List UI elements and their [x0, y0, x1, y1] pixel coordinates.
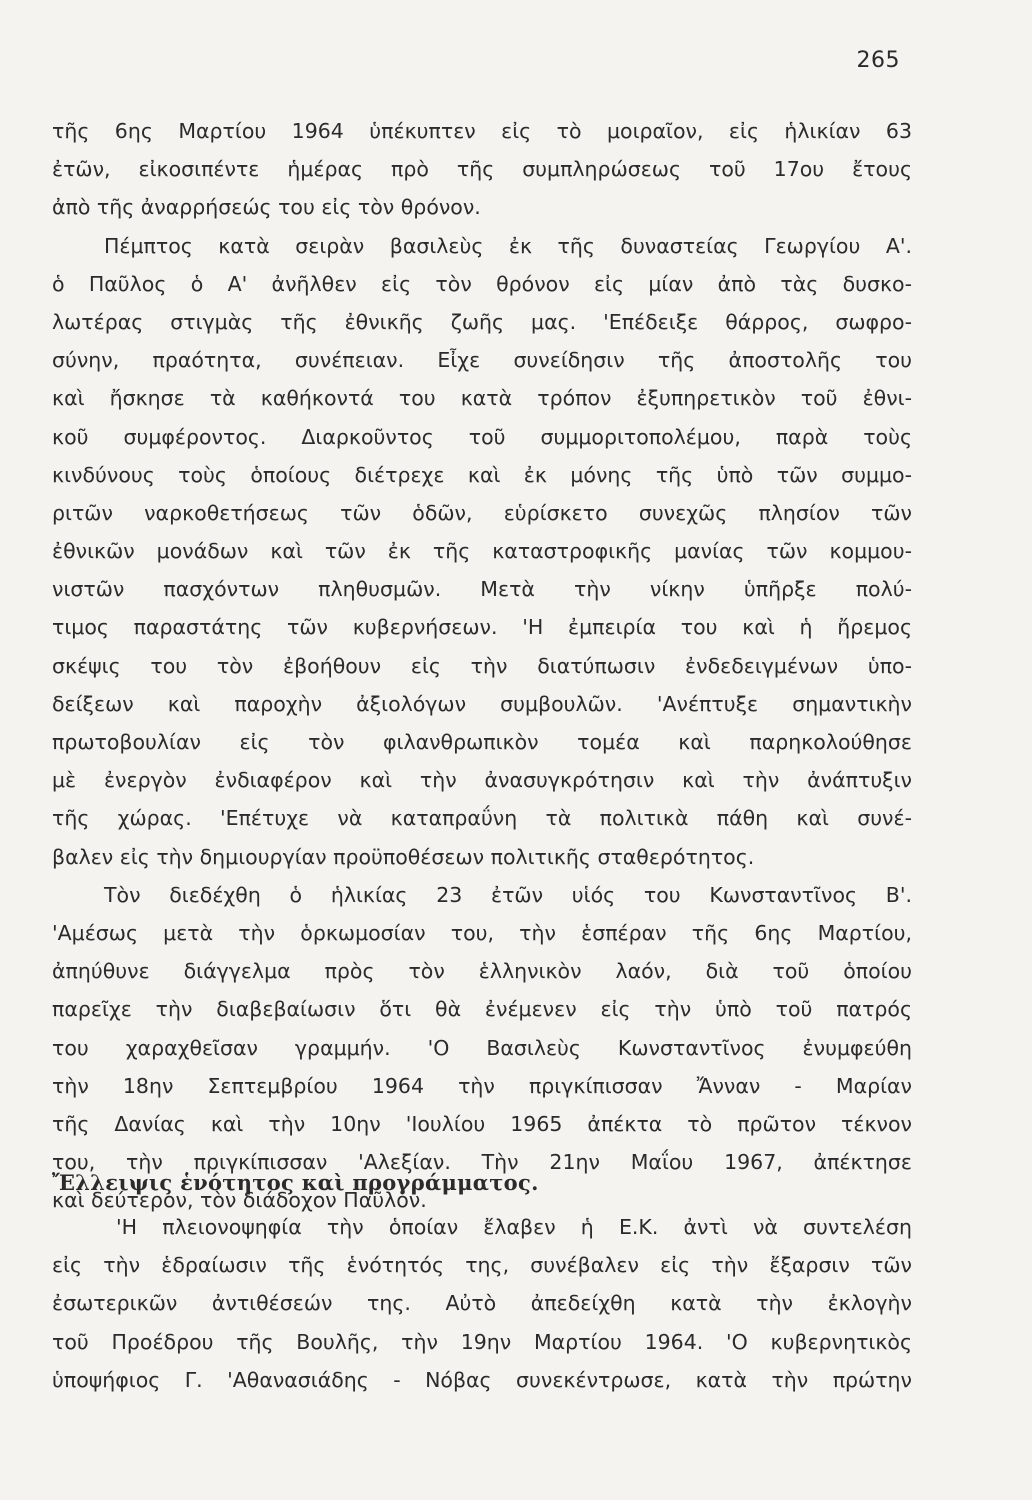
text-line: κινδύνους τοὺς ὁποίους διέτρεχε καὶ ἐκ μόνης τῆς ὑπὸ τῶν συμμο- — [52, 462, 912, 487]
text-line: 'Αμέσως μετὰ τὴν ὁρκωμοσίαν του, τὴν ἑσπέραν τῆς 6ης Μαρτίου, — [52, 920, 912, 945]
section-body-text — [52, 1208, 912, 1399]
text-line: τὴν 18ην Σεπτεμβρίου 1964 τὴν πριγκίπισσαν Ἄνναν - Μαρίαν — [52, 1073, 912, 1098]
text-line: του χαραχθεῖσαν γραμμήν. 'Ο Βασιλεὺς Κωνσταντῖνος ἐνυμφεύθη — [52, 1035, 912, 1060]
text-line: ἐτῶν, εἰκοσιπέντε ἡμέρας πρὸ τῆς συμπληρώσεως τοῦ 17ου ἔτους — [52, 157, 912, 182]
text-line: σύνην, πραότητα, συνέπειαν. Εἶχε συνείδησιν τῆς ἀποστολῆς του — [52, 348, 912, 373]
text-line: πρωτοβουλίαν εἰς τὸν φιλανθρωπικὸν τομέα καὶ παρηκολούθησε — [52, 730, 912, 754]
body-text — [52, 112, 912, 1219]
text-line: λωτέρας στιγμὰς τῆς ἐθνικῆς ζωῆς μας. 'Επέδειξε θάρρος, σωφρο- — [52, 309, 912, 334]
page-number: 265 — [856, 48, 900, 73]
text-line: Τὸν διεδέχθη ὁ ἡλικίας 23 ἐτῶν υἱός του Κωνσταντῖνος Β'. — [104, 882, 912, 907]
text-line: εἰς τὴν ἑδραίωσιν τῆς ἑνότητός της, συνέβαλεν εἰς τὴν ἔξαρσιν τῶν — [52, 1253, 912, 1278]
text-line: τῆς Δανίας καὶ τὴν 10ην 'Ιουλίου 1965 ἀπέκτα τὸ πρῶτον τέκνον — [52, 1111, 912, 1136]
text-line: 'Η πλειονοψηφία τὴν ὁποίαν ἔλαβεν ἡ Ε.Κ. ἀντὶ νὰ συντελέση — [116, 1215, 912, 1239]
section-heading: Ἔλλειψις ἑνότητος καὶ προγράμματος. — [52, 1170, 539, 1195]
text-line: σκέψις του τὸν ἐβοήθουν εἰς τὴν διατύπωσιν ἐνδεδειγμένων ὑπο- — [52, 653, 912, 678]
text-line: ριτῶν ναρκοθετήσεως τῶν ὁδῶν, εὑρίσκετο συνεχῶς πλησίον τῶν — [52, 500, 912, 525]
text-line: ἀπὸ τῆς ἀναρρήσεώς του εἰς τὸν θρόνον. — [52, 195, 481, 220]
text-line: μὲ ἐνεργὸν ἐνδιαφέρον καὶ τὴν ἀνασυγκρότησιν καὶ τὴν ἀνάπτυξιν — [52, 768, 912, 793]
text-line: κοῦ συμφέροντος. Διαρκοῦντος τοῦ συμμοριτοπολέμου, παρὰ τοὺς — [52, 424, 912, 449]
text-line: του, τὴν πριγκίπισσαν 'Αλεξίαν. Τὴν 21ην Μαΐου 1967, ἀπέκτησε — [52, 1150, 912, 1175]
text-line: δείξεων καὶ παροχὴν ἀξιολόγων συμβουλῶν. 'Ανέπτυξε σημαντικὴν — [52, 691, 912, 716]
text-line: ὑποψήφιος Γ. 'Αθανασιάδης - Νόβας συνεκέντρωσε, κατὰ τὴν πρώτην — [52, 1367, 912, 1392]
text-line: ἐθνικῶν μονάδων καὶ τῶν ἐκ τῆς καταστροφικῆς μανίας τῶν κομμου- — [52, 539, 912, 564]
text-line: ὁ Παῦλος ὁ Α' ἀνῆλθεν εἰς τὸν θρόνον εἰς μίαν ἀπὸ τὰς δυσκο- — [52, 271, 912, 296]
text-line: τιμος παραστάτης τῶν κυβερνήσεων. 'Η ἐμπειρία του καὶ ἡ ἤρεμος — [52, 615, 912, 640]
section-heading-wrapper — [52, 1164, 539, 1202]
text-line: ἐσωτερικῶν ἀντιθέσεών της. Αὐτὸ ἀπεδείχθη κατὰ τὴν ἐκλογὴν — [52, 1291, 912, 1316]
text-line: νιστῶν πασχόντων πληθυσμῶν. Μετὰ τὴν νίκην ὑπῆρξε πολύ- — [52, 577, 912, 602]
text-line: ἀπηύθυνε διάγγελμα πρὸς τὸν ἑλληνικὸν λαόν, διὰ τοῦ ὁποίου — [52, 959, 912, 984]
text-line: τοῦ Προέδρου τῆς Βουλῆς, τὴν 19ην Μαρτίου 1964. 'Ο κυβερνητικὸς — [52, 1329, 912, 1354]
text-line: βαλεν εἰς τὴν δημιουργίαν προϋποθέσεων πολιτικῆς σταθερότητος. — [52, 844, 755, 869]
text-line: τῆς 6ης Μαρτίου 1964 ὑπέκυπτεν εἰς τὸ μοιραῖον, εἰς ἡλικίαν 63 — [52, 119, 912, 143]
text-line: Πέμπτος κατὰ σειρὰν βασιλεὺς ἐκ τῆς δυναστείας Γεωργίου Α'. — [104, 233, 912, 258]
text-line: καὶ δεύτερον, τὸν διάδοχον Παῦλον. — [52, 1188, 427, 1213]
text-line: καὶ ἤσκησε τὰ καθήκοντά του κατὰ τρόπον ἐξυπηρετικὸν τοῦ ἐθνι- — [52, 386, 912, 411]
text-line: παρεῖχε τὴν διαβεβαίωσιν ὅτι θὰ ἐνέμενεν εἰς τὴν ὑπὸ τοῦ πατρός — [52, 997, 912, 1022]
text-line: τῆς χώρας. 'Επέτυχε νὰ καταπραΰνη τὰ πολιτικὰ πάθη καὶ συνέ- — [52, 806, 912, 831]
